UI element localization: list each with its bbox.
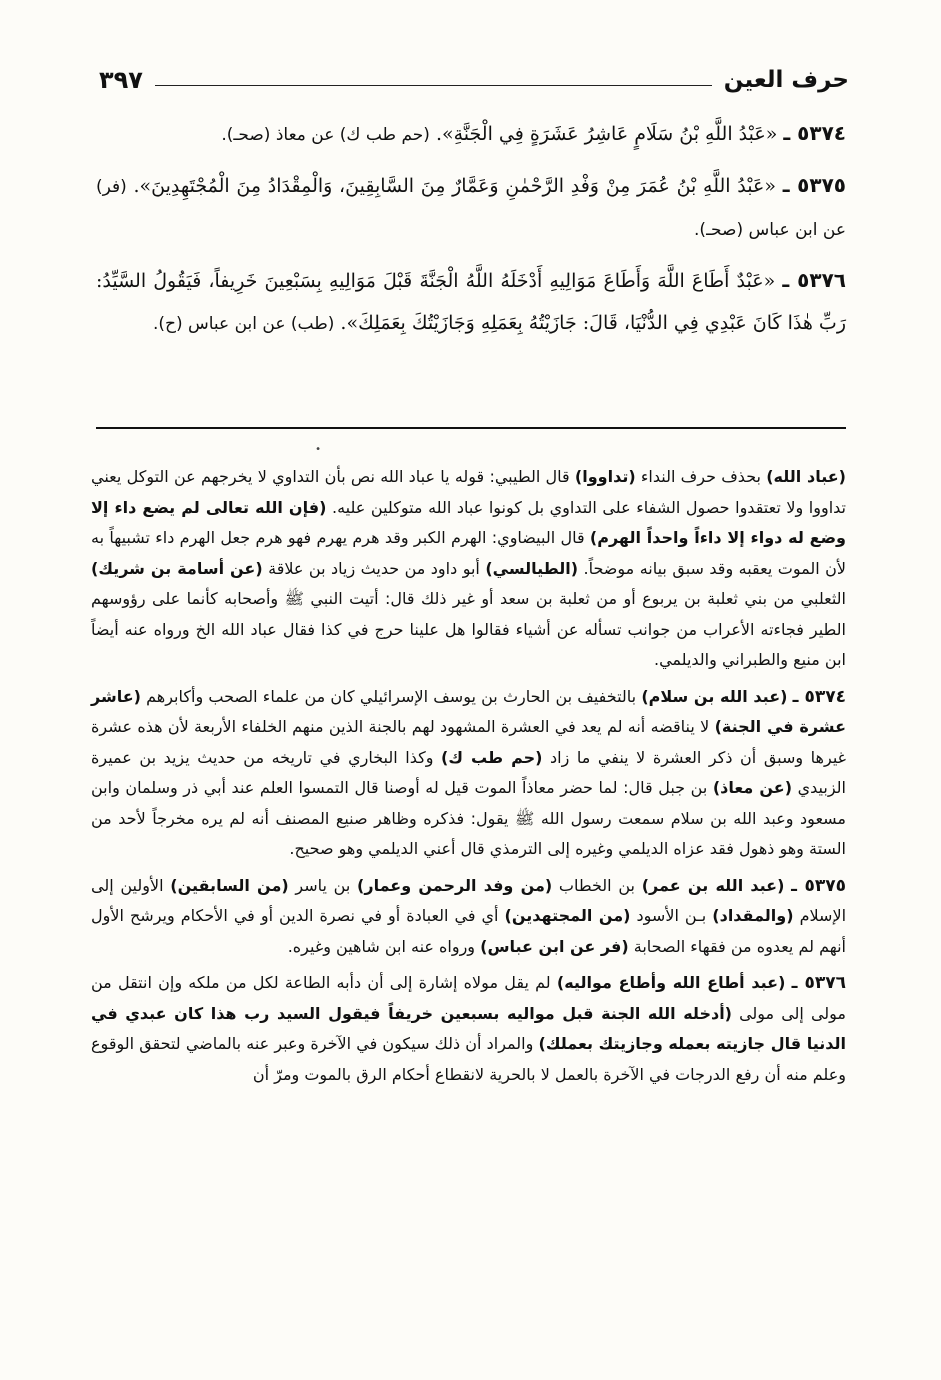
hadith-text: «عَبْدُ اللَّهِ بْنُ سَلَامٍ عَاشِرُ عَشَرَةٍ فِي الْجَنَّةِ».: [429, 123, 778, 145]
chapter-title: حرف العين: [723, 67, 849, 93]
bold-phrase: (عبد الله بن عمر): [641, 875, 785, 895]
hadith-source: (حم طب ك) عن معاذ (صحـ).: [221, 125, 430, 145]
bold-phrase: (تداووا): [574, 467, 636, 486]
note-number: ٥٣٧٦ ـ: [791, 973, 847, 993]
hadith-5375: [96, 164, 846, 251]
hadith-5376: [96, 259, 846, 345]
note-number: ٥٣٧٥ ـ: [791, 875, 847, 896]
note-text: الأولين إلى الإسلام: [91, 875, 847, 925]
note-text: بالتخفيف بن الحارث بن يوسف الإسرائيلي كان من علماء الصحب وأكابرهم: [140, 686, 642, 706]
bold-phrase: (حم طب ك): [441, 747, 543, 767]
hadith-text: «عَبْدُ اللَّهِ بْنُ عُمَرَ مِنْ وَفْدِ الرَّحْمٰنِ وَعَمَّارٌ مِنَ السَّابِقِينَ، وَالْمِقْدَادُ مِنَ الْمُجْتَهِدِينَ».: [126, 175, 776, 197]
note-text: قال البيضاوي: الهرم الكبر وقد هرم يهرم فهو هرم جعل الهرم داء تشبيهاً به لأن الموت يعقبه وقد سبق بيانه موضحاً.: [91, 528, 847, 578]
note-text: الثعلبي من بني ثعلبة بن يربوع أو من ثعلبة بن سعد أو غير ذلك قال: أتيت النبي ﷺ وأصحابه كأنما على رؤوسهم الطير فجاءته الأعراب من جوانب تسأله عن أشياء فقالوا هل علينا حرج في كذا فقال عباد الله الخ ورواه عنه أيضاً ابن منيع والطبراني والديلمي.: [91, 589, 846, 669]
hadith-text: «عَبْدٌ أَطَاعَ اللَّهَ وَأَطَاعَ مَوَالِيهِ أَدْخَلَهُ اللَّهُ الْجَنَّةَ قَبْلَ مَوَالِيهِ بِسَبْعِينَ خَرِيفاً، فَيَقُولُ السَّيِّدُ: رَبِّ هٰذَا كَانَ عَبْدِي فِي الدُّنْيَا، قَالَ: جَازَيْتُهُ بِعَمَلِهِ وَجَازَيْتُكَ بِعَمَلِكَ».: [96, 270, 846, 334]
note-text: بن جبل قال: لما حضر معاذاً الموت قيل له أوصنا قال التمسوا العلم عند أبي ذر وسلمان وابن مسعود وعبد الله بن سلام سمعت رسول الله ﷺ يقول: فذكره وظاهر صنيع المصنف أنه لم يره مخرجاً لأحد من الستة وهو ذهول فقد عزاه الديلمي وغيره إلى الترمذي قال أعني الديلمي وهو صحيح.: [91, 778, 846, 858]
note-text: وكذا البخاري في تاريخه من حديث يزيد بن عميرة الزبيدي: [91, 747, 846, 797]
bold-phrase: (عباد الله): [766, 467, 846, 486]
hadith-list: [96, 112, 846, 353]
header-rule: [155, 85, 712, 86]
hadith-number: ٥٣٧٥ ـ: [782, 173, 846, 197]
page-header: [99, 60, 849, 100]
bold-phrase: (عاشر عشرة في الجنة): [91, 686, 847, 736]
bold-phrase: (من وفد الرحمن وعمار): [357, 875, 553, 895]
bold-phrase: (من السابقين): [170, 875, 289, 895]
footnote-divider: [96, 427, 846, 429]
hadith-5374: [96, 112, 846, 156]
bold-phrase: (أدخله الله الجنة قبل مواليه بسبعين خريفاً فيقول السيد رب هذا كان عبدي في الدنيا قال جازيته بعمله وجازيتك بعملك): [91, 1003, 846, 1053]
note-text: أبو داود من حديث زياد بن علاقة: [262, 558, 486, 578]
note-number: ٥٣٧٤ ـ: [792, 686, 847, 707]
page-number: ٣٩٧: [99, 66, 143, 94]
hadith-source: (فر) عن ابن عباس (صحـ).: [96, 177, 846, 240]
commentary-5376: [91, 968, 846, 1090]
note-text: لم يقل مولاه إشارة إلى أن دأبه الطاعة لكل من ملكه وإن انتقل من مولى إلى مولى: [91, 973, 847, 1023]
commentary-5375: [91, 871, 846, 963]
note-text: أي في العبادة أو في نصرة الدين أو في الأحكام ويرشح الأول أنهم لم يعدوه من فقهاء الصحابة: [91, 906, 846, 956]
bold-phrase: (عبد الله بن سلام): [641, 686, 788, 706]
bold-phrase: (فر عن ابن عباس): [480, 936, 629, 956]
note-text: قال الطيبي: قوله يا عباد الله نص بأن التداوي لا يخرجهم عن التوكل يعني تداووا ولا تعتقدوا حصول الشفاء على التداوي بل كونوا عباد الله متوكلين عليه.: [91, 467, 847, 517]
note-text: بن ياسر: [288, 875, 358, 895]
note-text: بحذف حرف النداء: [635, 467, 767, 486]
commentary-intro: [91, 462, 846, 676]
bold-phrase: (عبد أطاع الله وأطاع مواليه): [556, 973, 786, 992]
note-text: بـن الأسود: [630, 906, 713, 925]
ink-dot: •: [315, 444, 321, 455]
note-text: ورواه عنه ابن شاهين وغيره.: [287, 936, 481, 956]
commentary-5374: [91, 682, 846, 865]
commentary: [91, 462, 846, 1096]
hadith-source: (طب) عن ابن عباس (ح).: [152, 314, 335, 334]
bold-phrase: (والمقداد): [712, 906, 794, 925]
bold-phrase: (فإن الله تعالى لم يضع داء إلا وضع له دواء إلا داءاً واحداً الهرم): [91, 497, 846, 547]
note-text: والمراد أن ذلك سيكون في الآخرة وعبر عنه بالماضي لتحقق الوقوع وعلم منه أن رفع الدرجات في الآخرة بالعمل لا بالحرية لانقطاع أحكام الرق بالموت ومرّ أن: [91, 1034, 846, 1084]
bold-phrase: (عن أسامة بن شريك): [91, 558, 263, 578]
hadith-number: ٥٣٧٤ ـ: [783, 121, 846, 145]
bold-phrase: (من المجتهدين): [504, 906, 631, 925]
bold-phrase: (عن معاذ): [712, 778, 793, 797]
hadith-number: ٥٣٧٦ ـ: [782, 268, 846, 292]
note-text: بن الخطاب: [552, 875, 642, 895]
note-text: لا يناقضه أنه لم يعد في العشرة المشهود لهم بالجنة الذين منهم الخلفاء الأربعة لأن هذه عشرة غيرها وسبق أن ذكر العشرة لا ينفي ما زاد: [91, 717, 847, 767]
bold-phrase: (الطيالسي): [485, 558, 579, 578]
